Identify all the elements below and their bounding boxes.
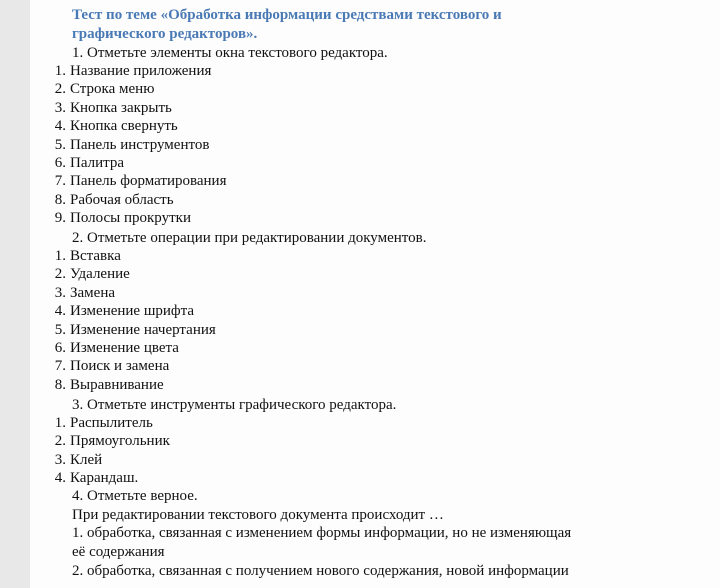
list-item-text: Вставка: [70, 248, 121, 264]
list-item-text: Распылитель: [70, 415, 153, 431]
test-title: Тест по теме «Обработка информации средствами текстового и графического редакторов».: [72, 7, 502, 42]
list-item-number: 2.: [54, 433, 66, 450]
list-item-text: Поиск и замена: [70, 358, 170, 375]
list-item-number: 2.: [54, 266, 66, 283]
document-page: [30, 0, 720, 588]
question-4-option-1-cont: её содержания: [72, 544, 165, 560]
list-item-text: Панель инструментов: [70, 136, 210, 153]
list-item-text: Панель форматирования: [70, 173, 227, 190]
list-item-text: Выравнивание: [70, 376, 164, 393]
list-item-number: 3.: [54, 284, 66, 301]
list-item-text: Прямоугольник: [70, 433, 170, 450]
list-item-text: Палитра: [70, 155, 125, 171]
list-item-number: 3.: [54, 451, 66, 468]
list-item-text: Изменение шрифта: [70, 303, 195, 320]
list-item-text: Замена: [70, 284, 116, 301]
list-item-number: 3.: [54, 99, 66, 116]
list-item-text: Название приложения: [70, 63, 212, 79]
list-item-number: 5.: [54, 136, 66, 153]
list-item-text: Клей: [70, 451, 103, 468]
question-3: 3. Отметьте инструменты графического редактора.: [72, 397, 397, 413]
question-4: 4. Отметьте верное.: [72, 488, 198, 504]
list-item-number: 9.: [54, 210, 66, 227]
question-1: 1. Отметьте элементы окна текстового редактора.: [72, 45, 388, 61]
question-4-option-1: 1. обработка, связанная с изменением формы информации, но не изменяющая: [72, 525, 572, 541]
list-item-number: 1.: [54, 248, 66, 264]
question-4-option-2: 2. обработка, связанная с получением нового содержания, новой информации: [72, 563, 569, 579]
list-item-number: 4.: [54, 303, 66, 320]
question-2: 2. Отметьте операции при редактировании документов.: [72, 230, 427, 246]
question-4-prompt: При редактировании текстового документа происходит …: [72, 507, 444, 523]
list-item-number: 1.: [54, 63, 66, 79]
list-item-number: 1.: [54, 415, 66, 431]
list-item-number: 5.: [54, 321, 66, 338]
list-item-number: 7.: [54, 358, 66, 375]
list-item-number: 4.: [54, 470, 66, 487]
list-item-text: Полосы прокрутки: [70, 210, 191, 227]
list-item-number: 7.: [54, 173, 66, 190]
list-item-number: 8.: [54, 191, 66, 208]
list-item-text: Удаление: [70, 266, 130, 283]
list-item-text: Карандаш.: [70, 470, 139, 487]
list-item-text: Рабочая область: [70, 191, 174, 208]
list-item-number: 4.: [54, 118, 66, 135]
list-item-number: 6.: [54, 155, 66, 171]
list-item-text: Изменение начертания: [70, 321, 216, 338]
list-item-text: Кнопка закрыть: [70, 99, 172, 116]
list-item-text: Строка меню: [70, 81, 155, 98]
list-item-number: 6.: [54, 340, 66, 356]
list-item-text: Изменение цвета: [70, 340, 179, 356]
list-item-text: Кнопка свернуть: [70, 118, 178, 135]
list-item-number: 2.: [54, 81, 66, 98]
list-item-number: 8.: [54, 376, 66, 393]
